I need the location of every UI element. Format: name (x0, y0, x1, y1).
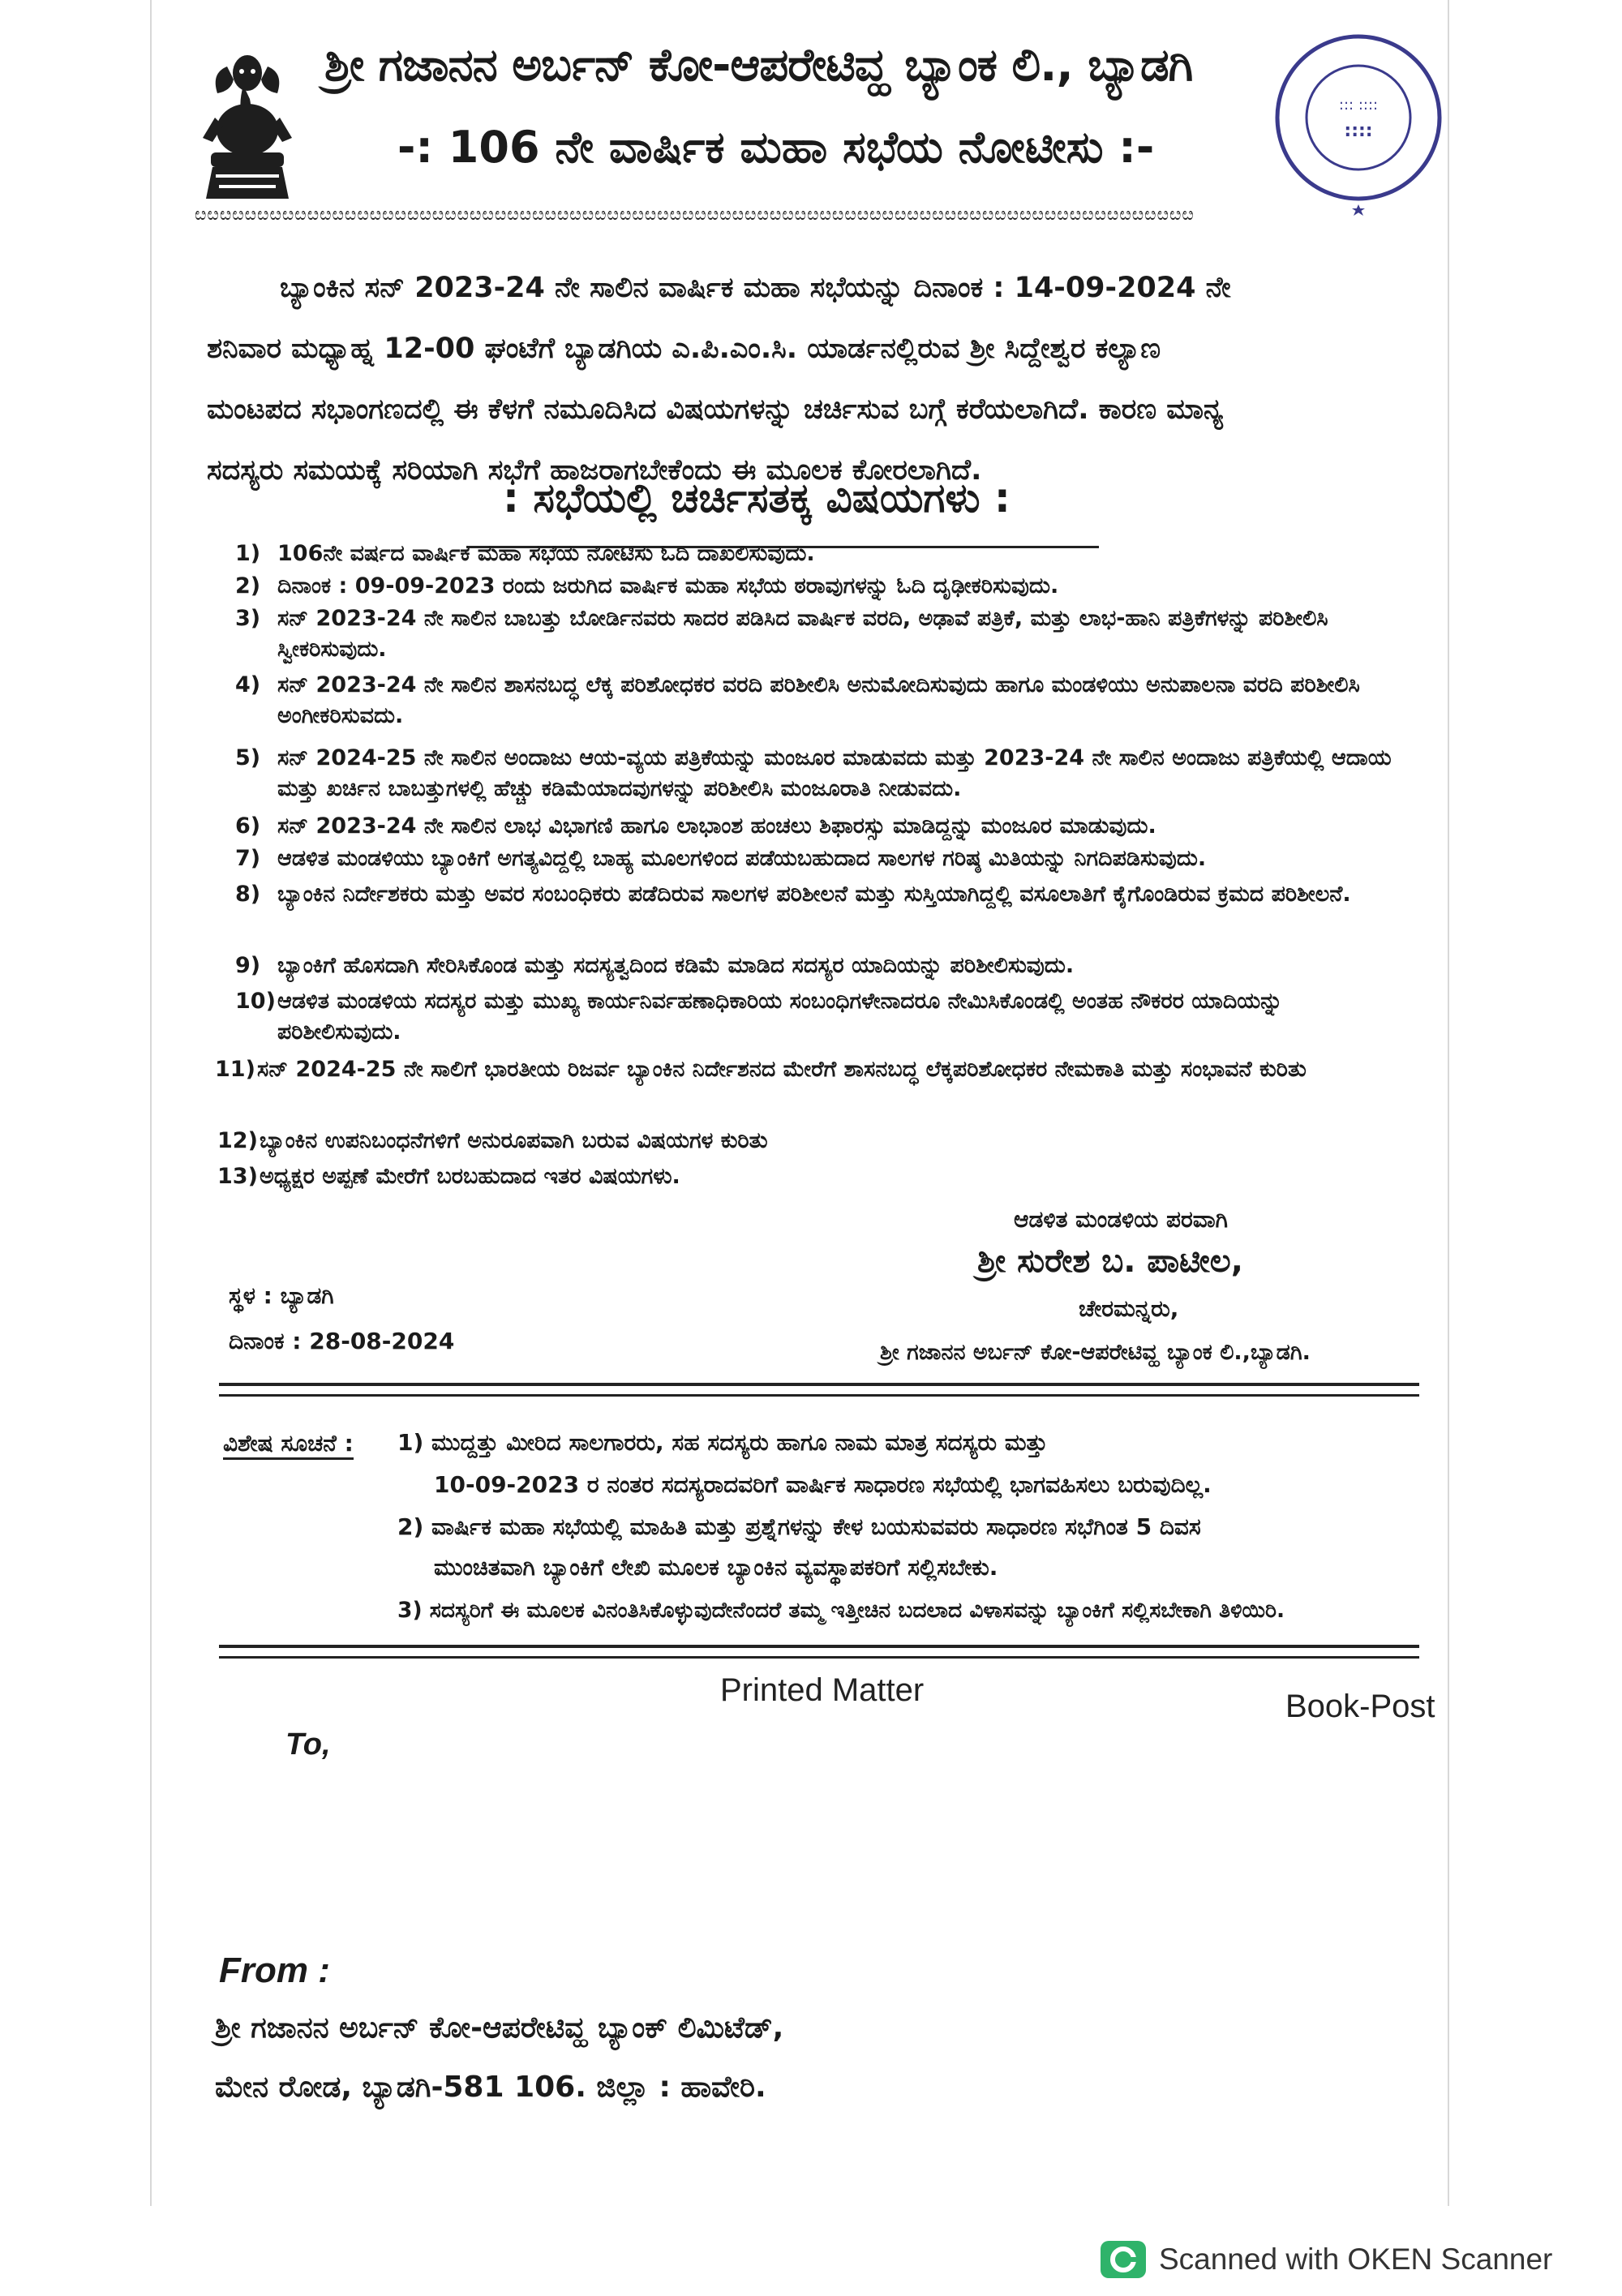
scanner-watermark (1099, 2242, 1552, 2277)
page-edge-right (1448, 0, 1449, 2206)
agenda-text: ಸನ್ 2023-24 ನೇ ಸಾಲಿನ ಲಾಭ ವಿಭಾಗಣಿ ಹಾಗೂ ಲಾಭಾಂಶ ಹಂಚಲು ಶಿಫಾರಸ್ಸು ಮಾಡಿದ್ದನ್ನು ಮಂಜೂರ ಮಾಡುವುದು. (277, 813, 1156, 839)
notice-subtitle: -: 106 ನೇ ವಾರ್ಷಿಕ ಮಹಾ ಸಭೆಯ ನೋಟೀಸು :- (397, 122, 1155, 173)
date-text: ದಿನಾಂಕ : 28-08-2024 (229, 1328, 455, 1354)
agenda-number: 6) (235, 813, 261, 839)
agenda-heading: : ಸಭೆಯಲ್ಲಿ ಚರ್ಚಿಸತಕ್ಕ ವಿಷಯಗಳು : (503, 474, 1011, 521)
special-note-3: 3) ಸದಸ್ಯರಿಗೆ ಈ ಮೂಲಕ ವಿನಂತಿಸಿಕೊಳ್ಳುವುದೇನೆಂದರೆ ತಮ್ಮ ಇತ್ತೀಚಿನ ಬದಲಾದ ವಿಳಾಸವನ್ನು ಬ್ಯಾಂಕಿಗೆ ಸಲ್ಲಿಸಬೇಕಾಗಿ ತಿಳಿಯಿರಿ. (397, 1598, 1285, 1623)
to-label: To, (285, 1727, 331, 1762)
special-note-1: 1) ಮುದ್ದತ್ತು ಮೀರಿದ ಸಾಲಗಾರರು, ಸಹ ಸದಸ್ಯರು ಹಾಗೂ ನಾಮ ಮಾತ್ರ ಸದಸ್ಯರು ಮತ್ತು (397, 1429, 1048, 1456)
agenda-text: ಬ್ಯಾಂಕಿನ ಉಪನಿಬಂಧನೆಗಳಿಗೆ ಅನುರೂಪವಾಗಿ ಬರುವ ವಿಷಯಗಳ ಕುರಿತು (260, 1128, 768, 1153)
intro-line: ಬ್ಯಾಂಕಿನ ಸನ್ 2023-24 ನೇ ಸಾಲಿನ ವಾರ್ಷಿಕ ಮಹಾ ಸಭೆಯನ್ನು ದಿನಾಂಕ : 14-09-2024 ನೇ (280, 272, 1231, 304)
agenda-number: 11) (215, 1057, 255, 1082)
place-text: ಸ್ಥಳ : ಬ್ಯಾಡಗಿ (229, 1282, 334, 1309)
agenda-number: 1) (235, 541, 261, 566)
on-behalf-text: ಆಡಳಿತ ಮಂಡಳಿಯ ಪರವಾಗಿ (1014, 1206, 1228, 1233)
special-note-2b: ಮುಂಚಿತವಾಗಿ ಬ್ಯಾಂಕಿಗೆ ಲೇಖಿ ಮೂಲಕ ಬ್ಯಾಂಕಿನ ವ್ಯವಸ್ಥಾಪಕರಿಗೆ ಸಲ್ಲಿಸಬೇಕು. (434, 1554, 998, 1581)
agenda-number: 7) (235, 846, 261, 871)
intro-paragraph (207, 258, 1391, 501)
agenda-number: 8) (235, 882, 261, 907)
agenda-number: 4) (235, 672, 261, 697)
agenda-text: ಸನ್ 2023-24 ನೇ ಸಾಲಿನ ಶಾಸನಬದ್ಧ ಲೆಕ್ಕ ಪರಿಶೋಧಕರ ವರದಿ ಪರಿಶೀಲಿಸಿ ಅನುಮೋದಿಸುವುದು ಹಾಗೂ ಮಂಡಳಿಯು ಅನುಪಾಲನಾ ವರದಿ ಪರಿಶೀಲಿಸಿ ಅಂಗೀಕರಿಸುವದು. (277, 672, 1360, 728)
intro-line: ಮಂಟಪದ ಸಭಾಂಗಣದಲ್ಲಿ ಈ ಕೆಳಗೆ ನಮೂದಿಸಿದ ವಿಷಯಗಳನ್ನು ಚರ್ಚಿಸುವ ಬಗ್ಗೆ ಕರೆಯಲಾಗಿದೆ. ಕಾರಣ ಮಾನ್ಯ (207, 393, 1224, 426)
agenda-text: ಬ್ಯಾಂಕಿಗೆ ಹೊಸದಾಗಿ ಸೇರಿಸಿಕೊಂಡ ಮತ್ತು ಸದಸ್ಯತ್ವದಿಂದ ಕಡಿಮೆ ಮಾಡಿದ ಸದಸ್ಯರ ಯಾದಿಯನ್ನು ಪರಿಶೀಲಿಸುವುದು. (277, 953, 1075, 978)
double-rule-top (219, 1383, 1419, 1397)
agenda-number: 12) (217, 1128, 258, 1153)
agenda-text: ದಿನಾಂಕ : 09-09-2023 ರಂದು ಜರುಗಿದ ವಾರ್ಷಿಕ ಮಹಾ ಸಭೆಯ ಠರಾವುಗಳನ್ನು ಓದಿ ದೃಢೀಕರಿಸುವುದು. (277, 573, 1059, 599)
chairman-designation: ಚೇರಮನ್ನರು, (1079, 1295, 1179, 1322)
bank-name-footer: ಶ್ರೀ ಗಜಾನನ ಅರ್ಬನ್ ಕೋ-ಆಪರೇಟಿವ್ಹ ಬ್ಯಾಂಕ ಲಿ.,ಬ್ಯಾಡಗಿ. (880, 1340, 1311, 1365)
oken-scanner-logo-icon (1099, 2239, 1148, 2280)
svg-text:::: ::::: ::: :::: (1338, 97, 1379, 114)
special-note-label: ವಿಶೇಷ ಸೂಚನೆ : (223, 1430, 354, 1460)
agenda-text: ಆಡಳಿತ ಮಂಡಳಿಯು ಬ್ಯಾಂಕಿಗೆ ಅಗತ್ಯವಿದ್ದಲ್ಲಿ ಬಾಹ್ಯ ಮೂಲಗಳಿಂದ ಪಡೆಯಬಹುದಾದ ಸಾಲಗಳ ಗರಿಷ್ಠ ಮಿತಿಯನ್ನು ನಿಗದಿಪಡಿಸುವುದು. (277, 846, 1207, 871)
intro-line: ಸದಸ್ಯರು ಸಮಯಕ್ಕೆ ಸರಿಯಾಗಿ ಸಭೆಗೆ ಹಾಜರಾಗಬೇಕೆಂದು ಈ ಮೂಲಕ ಕೋರಲಾಗಿದೆ. (207, 454, 982, 487)
special-note-2: 2) ವಾರ್ಷಿಕ ಮಹಾ ಸಭೆಯಲ್ಲಿ ಮಾಹಿತಿ ಮತ್ತು ಪ್ರಶ್ನೆಗಳನ್ನು ಕೇಳ ಬಯಸುವವರು ಸಾಧಾರಣ ಸಭೆಗಿಂತ 5 ದಿವಸ (397, 1513, 1201, 1540)
double-rule-bottom (219, 1645, 1419, 1659)
bank-title: ಶ್ರೀ ಗಜಾನನ ಅರ್ಬನ್ ಕೋ-ಆಪರೇಟಿವ್ಹ ಬ್ಯಾಂಕ ಲಿ., ಬ್ಯಾಡಗಿ (324, 39, 1193, 92)
from-address: ಮೇನ ರೋಡ, ಬ್ಯಾಡಗಿ-581 106. ಜಿಲ್ಲಾ : ಹಾವೇರಿ. (215, 2071, 766, 2104)
from-label: From : (219, 1951, 330, 1990)
decorative-border: ೞೞೞೞೞೞೞೞೞೞೞೞೞೞೞೞೞೞೞೞೞೞೞೞೞೞೞೞೞೞೞೞೞೞೞೞೞೞೞೞೞೞೞೞೞೞೞೞೞೞೞೞೞೞೞೞೞೞೞೞೞೞೞೞೞೞೞೞೞೞೞೞೞೞೞೞೞೞೞೞ (195, 204, 1195, 224)
book-post-label: Book-Post (1285, 1689, 1435, 1724)
agenda-text: ಬ್ಯಾಂಕಿನ ನಿರ್ದೇಶಕರು ಮತ್ತು ಅವರ ಸಂಬಂಧಿಕರು ಪಡೆದಿರುವ ಸಾಲಗಳ ಪರಿಶೀಲನೆ ಮತ್ತು ಸುಸ್ತಿಯಾಗಿದ್ದಲ್ಲಿ ವಸೂಲಾತಿಗೆ ಕೈಗೊಂಡಿರುವ ಕ್ರಮದ ಪರಿಶೀಲನೆ. (277, 882, 1351, 907)
svg-text:::::: :::: (1344, 121, 1373, 141)
agenda-text: ಆಡಳಿತ ಮಂಡಳಿಯ ಸದಸ್ಯರ ಮತ್ತು ಮುಖ್ಯ ಕಾರ್ಯನಿರ್ವಹಣಾಧಿಕಾರಿಯ ಸಂಬಂಧಿಗಳೇನಾದರೂ ನೇಮಿಸಿಕೊಂಡಲ್ಲಿ ಅಂತಹ ನೌಕರರ ಯಾದಿಯನ್ನು ಪರಿಶೀಲಿಸುವುದು. (277, 989, 1283, 1045)
printed-matter-label: Printed Matter (720, 1672, 925, 1708)
chairman-name: ಶ್ರೀ ಸುರೇಶ ಬ. ಪಾಟೀಲ, (977, 1242, 1243, 1280)
bank-seal-stamp (1265, 16, 1452, 227)
ganesha-logo (195, 49, 300, 203)
page-edge-left (150, 0, 152, 2206)
scanner-watermark-text: Scanned with OKEN Scanner (1159, 2242, 1553, 2276)
agenda-number: 13) (217, 1164, 258, 1189)
intro-line: ಶನಿವಾರ ಮಧ್ಯಾಹ್ನ 12-00 ಘಂಟೆಗೆ ಬ್ಯಾಡಗಿಯ ಎ.ಪಿ.ಎಂ.ಸಿ. ಯಾರ್ಡನಲ್ಲಿರುವ ಶ್ರೀ ಸಿದ್ದೇಶ್ವರ ಕಲ್ಯಾಣ (207, 333, 1161, 365)
agenda-text: ಸನ್ 2023-24 ನೇ ಸಾಲಿನ ಬಾಬತ್ತು ಬೋರ್ಡಿನವರು ಸಾದರ ಪಡಿಸಿದ ವಾರ್ಷಿಕ ವರದಿ, ಅಢಾವೆ ಪತ್ರಿಕೆ, ಮತ್ತು ಲಾಭ-ಹಾನಿ ಪತ್ರಿಕೆಗಳನ್ನು ಪರಿಶೀಲಿಸಿ ಸ್ವೀಕರಿಸುವುದು. (277, 606, 1328, 662)
agenda-text: ಅಧ್ಯಕ್ಷರ ಅಪ್ಪಣೆ ಮೇರೆಗೆ ಬರಬಹುದಾದ ಇತರ ವಿಷಯಗಳು. (260, 1164, 680, 1189)
agenda-text: ಸನ್ 2024-25 ನೇ ಸಾಲಿನ ಅಂದಾಜು ಆಯ-ವ್ಯಯ ಪತ್ರಿಕೆಯನ್ನು ಮಂಜೂರ ಮಾಡುವದು ಮತ್ತು 2023-24 ನೇ ಸಾಲಿನ ಅಂದಾಜು ಪತ್ರಿಕೆಯಲ್ಲಿ ಆದಾಯ ಮತ್ತು ಖರ್ಚಿನ ಬಾಬತ್ತುಗಳಲ್ಲಿ ಹೆಚ್ಚು ಕಡಿಮೆಯಾದವುಗಳನ್ನು ಪರಿಶೀಲಿಸಿ ಮಂಜೂರಾತಿ ನೀಡುವದು. (277, 745, 1392, 801)
agenda-number: 5) (235, 745, 261, 770)
agenda-number: 2) (235, 573, 261, 599)
special-note-1b: 10-09-2023 ರ ನಂತರ ಸದಸ್ಯರಾದವರಿಗೆ ವಾರ್ಷಿಕ ಸಾಧಾರಣ ಸಭೆಯಲ್ಲಿ ಭಾಗವಹಿಸಲು ಬರುವುದಿಲ್ಲ. (434, 1471, 1212, 1498)
agenda-text: 106ನೇ ವರ್ಷದ ವಾರ್ಷಿಕ ಮಹಾ ಸಭೆಯ ನೋಟಿಸು ಓದಿ ದಾಖಲಿಸುವುದು. (277, 541, 815, 566)
from-bank-name: ಶ್ರೀ ಗಜಾನನ ಅರ್ಬನ್ ಕೋ-ಆಪರೇಟಿವ್ಹ ಬ್ಯಾಂಕ್ ಲಿಮಿಟೆಡ್, (215, 2011, 784, 2045)
agenda-number: 10) (235, 989, 276, 1014)
agenda-text: ಸನ್ 2024-25 ನೇ ಸಾಲಿಗೆ ಭಾರತೀಯ ರಿಜರ್ವ ಬ್ಯಾಂಕಿನ ನಿರ್ದೇಶನದ ಮೇರೆಗೆ ಶಾಸನಬದ್ಧ ಲೆಕ್ಕಪರಿಶೋಧಕರ ನೇಮಕಾತಿ ಮತ್ತು ಸಂಭಾವನೆ ಕುರಿತು (257, 1057, 1307, 1082)
agenda-number: 3) (235, 606, 261, 631)
agenda-number: 9) (235, 953, 261, 978)
